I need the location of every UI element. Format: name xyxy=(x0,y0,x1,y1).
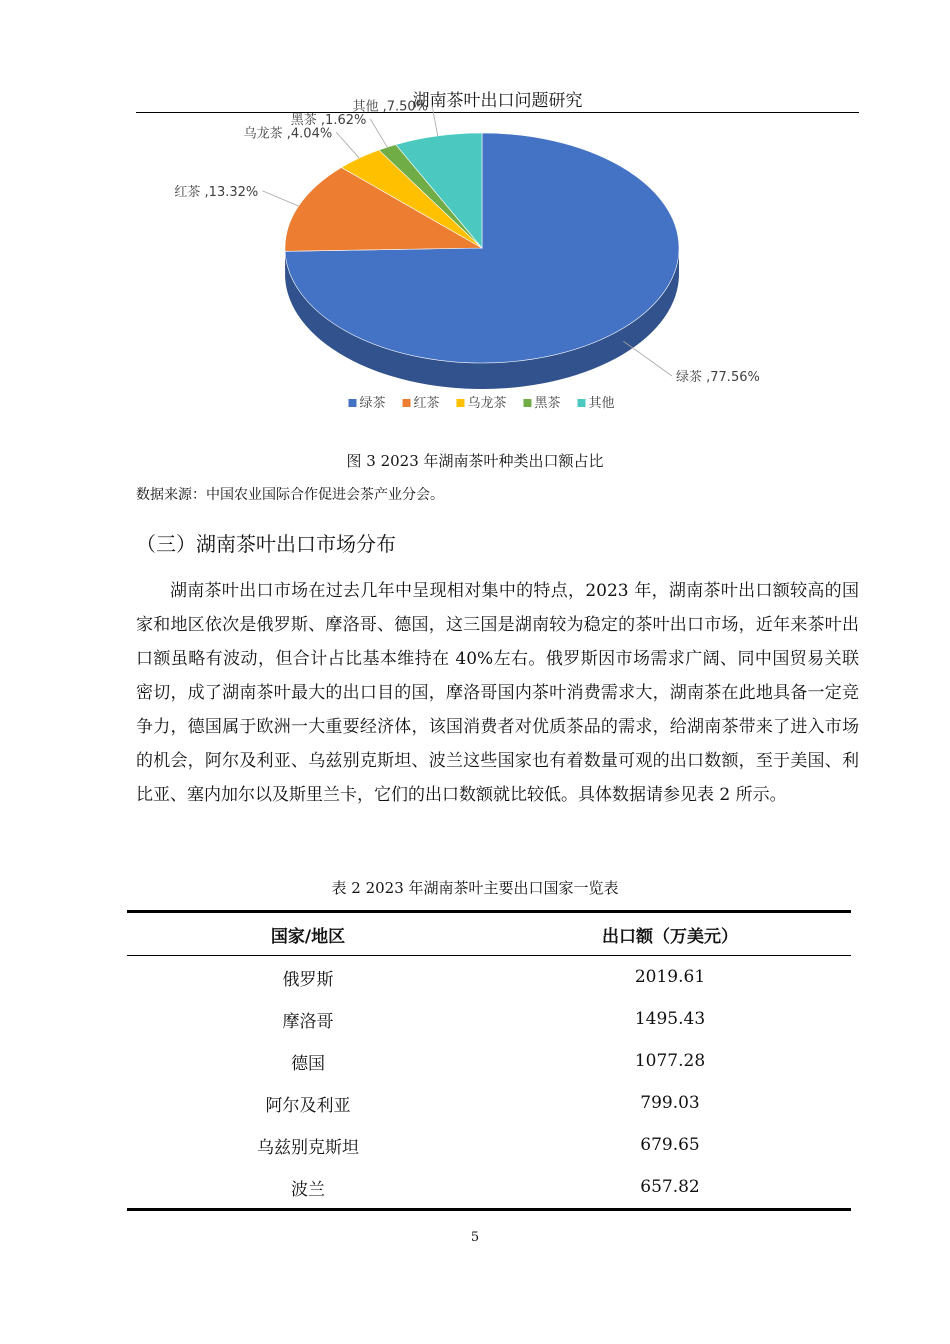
legend-label-红茶: 红茶 xyxy=(413,396,440,411)
legend-swatch-红茶 xyxy=(403,399,411,407)
running-header: 湖南茶叶出口问题研究 xyxy=(136,90,859,113)
data-label-绿茶: 绿茶 ,77.56% xyxy=(676,370,760,385)
table-row xyxy=(127,1040,851,1082)
data-source-note: 数据来源：中国农业国际合作促进会茶产业分会。 xyxy=(136,487,444,503)
data-label-乌龙茶: 乌龙茶 ,4.04% xyxy=(243,126,333,142)
section-title: （三）湖南茶叶出口市场分布 xyxy=(136,532,396,556)
table-row xyxy=(127,956,851,999)
data-label-黑茶: 黑茶 ,1.62% xyxy=(290,113,367,129)
table-row xyxy=(127,1082,851,1124)
leader-line-红茶 xyxy=(262,191,298,206)
leader-line-乌龙茶 xyxy=(336,132,359,158)
data-label-红茶: 红茶 ,13.32% xyxy=(174,184,259,200)
country-cell: 摩洛哥 xyxy=(282,1011,334,1032)
table-row xyxy=(127,1124,851,1166)
table-caption: 表 2 2023 年湖南茶叶主要出口国家一览表 xyxy=(331,879,619,897)
table-row xyxy=(127,998,851,1040)
leader-line-绿茶 xyxy=(623,341,672,376)
legend-label-其他: 其他 xyxy=(588,396,615,411)
country-cell: 德国 xyxy=(291,1053,325,1074)
data-label-其他: 其他 ,7.50% xyxy=(352,99,429,115)
chart-legend xyxy=(349,395,615,411)
amount-cell: 679.65 xyxy=(640,1135,700,1155)
country-cell: 波兰 xyxy=(291,1179,325,1200)
amount-cell: 1077.28 xyxy=(634,1051,706,1071)
legend-swatch-乌龙茶 xyxy=(457,399,465,407)
country-cell: 俄罗斯 xyxy=(282,969,334,990)
figure-caption: 图 3 2023 年湖南茶叶种类出口额占比 xyxy=(346,452,604,470)
legend-swatch-其他 xyxy=(578,399,586,407)
amount-cell: 657.82 xyxy=(640,1177,700,1197)
table-header-row xyxy=(127,913,851,956)
header-amount: 出口额（万美元） xyxy=(489,913,851,956)
amount-cell: 799.03 xyxy=(640,1093,700,1113)
legend-label-黑茶: 黑茶 xyxy=(534,396,561,411)
leader-line-黑茶 xyxy=(370,119,387,147)
legend-swatch-黑茶 xyxy=(524,399,532,407)
legend-label-绿茶: 绿茶 xyxy=(359,396,386,411)
amount-cell: 2019.61 xyxy=(634,967,706,987)
export-countries-table xyxy=(127,910,851,1211)
legend-swatch-绿茶 xyxy=(349,399,357,407)
page-number: 5 xyxy=(470,1230,480,1245)
body-paragraph: 湖南茶叶出口市场在过去几年中呈现相对集中的特点，2023 年，湖南茶叶出口额较高的国家和地区依次是俄罗斯、摩洛哥、德国，这三国是湖南较为稳定的茶叶出口市场，近年来茶叶出口额虽略有波动，但合计占比基本维持在 40%左右。俄罗斯因市场需求广阔、同中国贸易关联密切，成了湖南茶叶最大的出口目的国，摩洛哥国内茶叶消费需求大，湖南茶在此地具备一定竞争力，德国属于欧洲一大重要经济体，该国消费者对优质茶品的需求，给湖南茶带来了进入市场的机会，阿尔及利亚、乌兹别克斯坦、波兰这些国家也有着数量可观的出口数额，至于美国、利比亚、塞内加尔以及斯里兰卡，它们的出口数额就比较低。具体数据请参见表 2 所示。 xyxy=(136,581,859,805)
country-cell: 阿尔及利亚 xyxy=(265,1095,351,1116)
legend-label-乌龙茶: 乌龙茶 xyxy=(467,396,507,411)
pie-slices xyxy=(285,133,679,389)
amount-cell: 1495.43 xyxy=(634,1009,706,1029)
header-country: 国家/地区 xyxy=(127,913,489,956)
country-cell: 乌兹别克斯坦 xyxy=(257,1137,359,1158)
table-row xyxy=(127,1166,851,1208)
